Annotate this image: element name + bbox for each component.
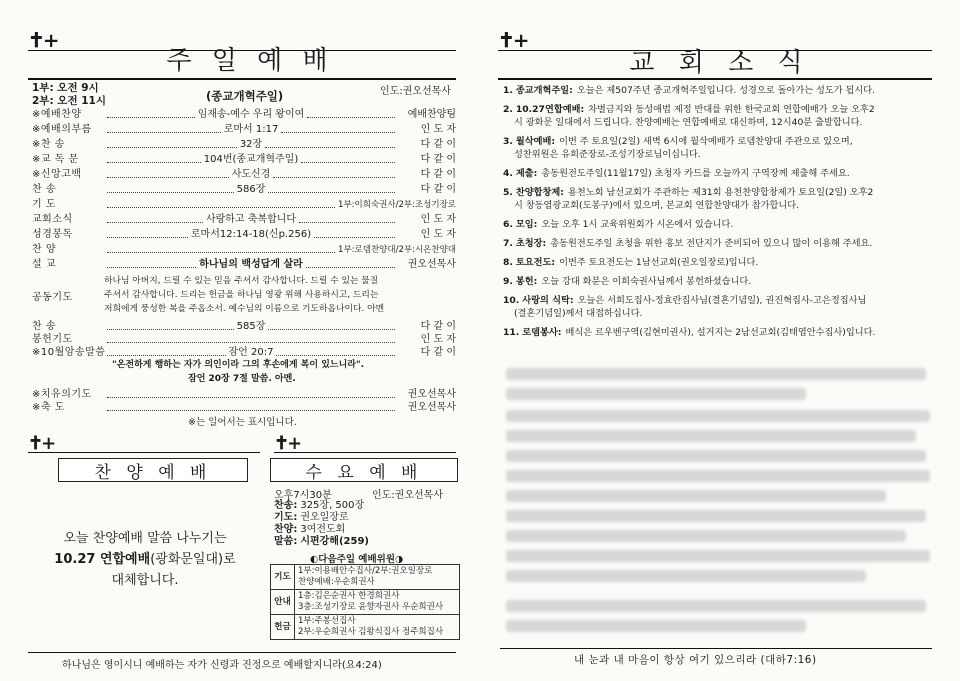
- order-label: 찬 양: [32, 244, 56, 255]
- order-label: 찬 송: [32, 321, 56, 332]
- order-person: 인 도 자: [420, 214, 456, 225]
- news-text: 오늘 오후 1시 교육위원회가 시온에서 있습니다.: [541, 219, 734, 230]
- memory-verse-ref: 잠언 20장 7절 말씀. 아멘.: [188, 374, 296, 384]
- order-person: 권오선목사: [407, 259, 457, 270]
- order-person: 권오선목사: [407, 402, 456, 413]
- news-key: 모임:: [515, 219, 538, 230]
- dot-leader: [107, 333, 395, 343]
- dot-leader: [107, 388, 395, 398]
- title-underline-right: [498, 78, 932, 80]
- news-line: [503, 135, 933, 148]
- news-number: 4.: [503, 168, 513, 179]
- prayer-text: [104, 274, 384, 316]
- news-key: 10.27연합예배:: [515, 104, 585, 115]
- wed-leader: 인도:권오선목사: [372, 490, 443, 501]
- news-number: 9.: [503, 276, 513, 287]
- news-list: [503, 84, 933, 345]
- committee-line: 찬양예배:우순희권사: [298, 577, 375, 587]
- praise-note: [40, 528, 250, 591]
- committee-row: [271, 565, 460, 590]
- dot-leader: [276, 346, 395, 356]
- order-item: 하나님의 백성답게 살라: [199, 259, 303, 270]
- order-item: 임재송-예수 우리 왕이여: [197, 109, 305, 120]
- order-person: 다 같 이: [420, 139, 457, 150]
- wed-time: 오후7시30분: [274, 490, 332, 501]
- praise-line-2-rest: (광화문일대)로: [150, 552, 236, 567]
- order-label: 교회소식: [32, 214, 73, 225]
- news-number: 6.: [503, 219, 513, 230]
- dot-leader: [107, 123, 221, 133]
- dot-leader: [107, 213, 203, 223]
- order-item: 잠언 20:7: [228, 347, 274, 358]
- committee-title: ◐다음주일 예배위원◑: [310, 554, 404, 565]
- order-label: 설 교: [32, 259, 56, 270]
- dot-leader: [299, 213, 395, 223]
- order-item: 585장: [236, 321, 266, 332]
- wed-item-key: 찬양:: [274, 524, 298, 535]
- dot-leader: [301, 153, 395, 163]
- news-number: 5.: [503, 187, 513, 198]
- news-number: 3.: [503, 136, 513, 147]
- memory-verse-text: "온전하게 행하는 자가 의인이라 그의 후손에게 복이 있느니라".: [112, 360, 365, 370]
- news-item: [503, 237, 933, 250]
- news-number: 1.: [503, 85, 513, 96]
- order-person: 1부:이희숙권사/2부:조성기장로: [338, 200, 456, 210]
- order-row: [32, 333, 456, 347]
- news-line: [503, 218, 933, 231]
- praise-line-3: 대체합니다.: [111, 573, 179, 588]
- prayer-line: 저희에게 풍성한 복을 주옵소서. 예수님의 이름으로 기도하옵나이다. 아멘: [104, 304, 385, 314]
- news-key: 월삭예배:: [515, 136, 556, 147]
- dot-leader: [107, 346, 226, 356]
- sunday-service-title: 주 일 예 배: [166, 45, 334, 76]
- dot-leader: [307, 108, 395, 118]
- news-item: [503, 326, 933, 339]
- news-text: 오늘은 제507주년 종교개혁주일입니다. 성경으로 돌아가는 성도가 됩시다.: [576, 85, 876, 96]
- stand-note: ※는 일어서는 표시입니다.: [188, 417, 297, 428]
- service-times: [32, 82, 106, 108]
- order-person: 다 같 이: [420, 184, 456, 195]
- news-key: 종교개혁주일:: [515, 85, 573, 96]
- service-theme: (종교개혁주일): [206, 89, 284, 103]
- order-item: 사도신경: [231, 169, 271, 180]
- order-row: [32, 108, 456, 122]
- news-line: [503, 256, 933, 269]
- praise-service-title: 찬 양 예 배: [58, 458, 248, 482]
- wed-items: [274, 500, 369, 548]
- news-item: [503, 275, 933, 288]
- news-text: 이번주 토요전도는 1남선교회(권오일장로)입니다.: [559, 257, 759, 268]
- news-number: 10.: [503, 295, 520, 306]
- wed-item-key: 찬송:: [274, 500, 298, 511]
- news-key: 봉헌:: [515, 276, 538, 287]
- committee-line: 1부:주봉선집사: [298, 616, 356, 626]
- news-line: [503, 237, 933, 250]
- dot-leader: [107, 320, 234, 330]
- order-person: 1부:로뎀찬양대/2부:시온찬양대: [338, 245, 456, 255]
- footer-verse-right: 내 눈과 내 마음이 항상 여기 있으리라 (대하7:16): [574, 654, 817, 666]
- service-time-2: 2부: 오전 11시: [32, 95, 106, 107]
- order-label: ※치유의기도: [32, 389, 92, 400]
- cross-icon: ✝+: [28, 28, 58, 52]
- committee-members: [295, 615, 460, 640]
- blurred-region: [500, 362, 932, 644]
- wed-item: [274, 524, 369, 536]
- news-line: [503, 116, 933, 129]
- committee-members: [295, 590, 460, 615]
- committee-role: 기도: [271, 565, 295, 590]
- wednesday-service-title: 수 요 예 배: [270, 458, 458, 482]
- order-row: [32, 258, 456, 272]
- order-row: [32, 243, 456, 257]
- news-text: 성찬위원은 유희준장로-조성기장로님이십니다.: [514, 149, 701, 160]
- news-number: 2.: [503, 104, 513, 115]
- committee-line: 3층:조성기장로 윤향자권사 우순희권사: [298, 602, 444, 612]
- news-text: 시 광화문 일대에서 드립니다. 찬양예배는 연합예배로 대신하며, 12시40분 출발합니다.: [514, 117, 863, 128]
- dot-leader: [265, 138, 395, 148]
- committee-line: 1층:김은순권사 한경희권사: [298, 591, 400, 601]
- order-row: [32, 153, 456, 167]
- order-row: [32, 138, 456, 152]
- wed-item-value: 시편강해(259): [300, 536, 369, 547]
- wed-item: [274, 512, 369, 524]
- wed-rule: [274, 452, 456, 453]
- committee-line: 2부:우순희권사 김왕식집사 정주희집사: [298, 627, 444, 637]
- dot-leader: [268, 183, 395, 193]
- news-line: [503, 103, 933, 116]
- service-time-1: 1부: 오전 9시: [32, 82, 99, 94]
- order-label: ※교 독 문: [32, 154, 79, 165]
- footer-rule-right: [500, 648, 932, 649]
- order-person: 인 도 자: [420, 124, 456, 135]
- order-label: ※예배의부름: [32, 124, 92, 135]
- news-text: 배식은 르우벤구역(김현미권사), 설거지는 2남선교회(김태엽안수집사)입니다.: [565, 327, 876, 338]
- news-number: 8.: [503, 257, 513, 268]
- news-text: 용천노회 남선교회가 주관하는 제31회 용천찬양합창제가 토요일(2일) 오후2: [567, 187, 874, 198]
- cross-icon: ✝+: [28, 433, 55, 454]
- news-item: [503, 218, 933, 231]
- order-person: 권오선목사: [407, 389, 456, 400]
- cross-icon: ✝+: [274, 433, 301, 454]
- order-label: 기 도: [32, 199, 56, 210]
- order-label: 성경봉독: [32, 229, 73, 240]
- news-text: 시 창동염광교회(도봉구)에서 있으며, 본교회 연합찬양대가 참가합니다.: [514, 200, 799, 211]
- service-leader: 인도:권오선목사: [380, 86, 451, 97]
- news-key: 토요전도:: [515, 257, 556, 268]
- order-item: 104번(종교개혁주일): [203, 154, 299, 165]
- news-item: [503, 167, 933, 180]
- dot-leader: [107, 108, 195, 118]
- news-key: 제출:: [515, 168, 538, 179]
- news-item: [503, 135, 933, 161]
- dot-leader: [107, 138, 237, 148]
- order-row: [32, 198, 456, 212]
- news-item: [503, 103, 933, 129]
- dot-leader: [314, 228, 395, 238]
- footer-verse-left: 하나님은 영이시니 예배하는 자가 신령과 진정으로 예배할지니라(요4:24): [62, 660, 382, 671]
- prayer-label: 공동기도: [32, 292, 73, 303]
- order-row: [32, 213, 456, 227]
- news-number: 7.: [503, 238, 513, 249]
- order-person: 다 같 이: [420, 321, 456, 332]
- wed-item: [274, 536, 369, 548]
- order-label: ※10월암송말씀: [32, 347, 106, 358]
- news-key: 찬양합창제:: [515, 187, 564, 198]
- news-key: 사랑의 식탁:: [522, 295, 574, 306]
- news-item: [503, 294, 933, 320]
- footer-rule-left: [28, 652, 456, 653]
- news-line: [503, 84, 933, 97]
- dot-leader: [107, 198, 335, 208]
- praise-rule: [28, 452, 260, 453]
- order-row: [32, 228, 456, 242]
- wed-item-value: 3여전도회: [300, 524, 346, 535]
- dot-leader: [268, 320, 395, 330]
- news-line: [503, 275, 933, 288]
- committee-row: [271, 590, 460, 615]
- dot-leader: [281, 123, 395, 133]
- dot-leader: [107, 228, 188, 238]
- order-row: [32, 401, 456, 415]
- news-line: [503, 294, 933, 307]
- news-text: 오늘은 서희도집사-정효란집사님(결혼기념일), 권진혁집사-고은정집사님: [577, 295, 867, 306]
- news-line: [503, 326, 933, 339]
- order-item: 586장: [236, 184, 266, 195]
- dot-leader: [306, 258, 395, 268]
- news-text: 총동원전도주일(11월17일) 초청자 카드를 오늘까지 구역장께 제출해 주세요.: [541, 168, 850, 179]
- order-label: ※축 도: [32, 402, 65, 413]
- news-text: 차별금지와 동성애법 제정 반대를 위한 한국교회 연합예배가 오늘 오후2: [588, 104, 875, 115]
- dot-leader: [107, 153, 201, 163]
- cross-icon: ✝+: [498, 28, 528, 52]
- order-item: 로마서12:14-18(신p.256): [190, 229, 312, 240]
- news-text: (결혼기념일)께서 대접하십니다.: [514, 308, 643, 319]
- news-text: 오늘 강대 화분은 이희숙권사님께서 봉헌하셨습니다.: [541, 276, 752, 287]
- church-news-title: 교 회 소 식: [629, 47, 811, 78]
- news-key: 로뎀봉사:: [522, 327, 562, 338]
- order-item: 사랑하고 축복합니다: [205, 214, 297, 225]
- news-line: [503, 167, 933, 180]
- praise-line-1: 오늘 찬양예배 말씀 나누기는: [63, 531, 227, 546]
- committee-row: [271, 615, 460, 640]
- news-line: [503, 148, 933, 161]
- prayer-line: 주셔서 감사합니다. 드리는 헌금을 하나님 영광 위해 사용하시고, 드리는: [104, 290, 379, 300]
- news-text: 이번 주 토요일(2일) 새벽 6시에 월삭예배가 로뎀찬양대 주관으로 있으며,: [559, 136, 853, 147]
- news-item: [503, 256, 933, 269]
- news-key: 초청장:: [515, 238, 547, 249]
- praise-line-2: [40, 549, 250, 570]
- title-underline: [28, 78, 456, 80]
- order-item: 로마서 1:17: [223, 124, 279, 135]
- order-row: [32, 123, 456, 137]
- praise-line-2-bold: 10.27 연합예배: [54, 552, 151, 567]
- wed-item: [274, 500, 369, 512]
- dot-leader: [107, 258, 196, 268]
- wed-item-value: 325장, 500장: [300, 500, 365, 511]
- order-row: [32, 320, 456, 334]
- order-row: [32, 388, 456, 402]
- wed-item-key: 기도:: [274, 512, 298, 523]
- order-row: [32, 183, 456, 197]
- committee-line: 1부:이용배안수집사/2부:권오일장로: [298, 566, 433, 576]
- news-line: [503, 199, 933, 212]
- dot-leader: [107, 168, 229, 178]
- order-label: 찬 송: [32, 184, 56, 195]
- order-person: 인 도 자: [420, 229, 456, 240]
- committee-table: [270, 564, 460, 640]
- order-person: 다 같 이: [420, 169, 457, 180]
- wed-item-value: 권오일장로: [300, 512, 349, 523]
- dot-leader: [107, 243, 335, 253]
- order-label: ※예배찬양: [32, 109, 82, 120]
- order-person: 예배찬양팀: [407, 109, 457, 120]
- order-label: 봉헌기도: [32, 334, 73, 345]
- order-person: 다 같 이: [420, 347, 456, 358]
- committee-role: 헌금: [271, 615, 295, 640]
- committee-role: 안내: [271, 590, 295, 615]
- news-item: [503, 186, 933, 212]
- order-label: ※찬 송: [32, 139, 65, 150]
- wed-item-key: 말씀:: [274, 536, 298, 547]
- dot-leader: [273, 168, 395, 178]
- order-label: ※신앙고백: [32, 169, 82, 180]
- dot-leader: [107, 183, 234, 193]
- news-number: 11.: [503, 327, 520, 338]
- news-line: [503, 307, 933, 320]
- committee-members: [295, 565, 460, 590]
- order-row: [32, 168, 456, 182]
- news-item: [503, 84, 933, 97]
- news-line: [503, 186, 933, 199]
- news-text: 총동원전도주일 초청을 위한 홍보 전단지가 준비되어 있으니 많이 이용해 주세요.: [550, 238, 873, 249]
- dot-leader: [107, 401, 395, 411]
- order-item: 32장: [239, 139, 263, 150]
- order-person: 다 같 이: [420, 154, 457, 165]
- order-person: 인 도 자: [420, 334, 456, 345]
- prayer-line: 하나님 아버지, 드릴 수 있는 믿음 주셔서 감사합니다. 드릴 수 있는 물질: [104, 276, 379, 286]
